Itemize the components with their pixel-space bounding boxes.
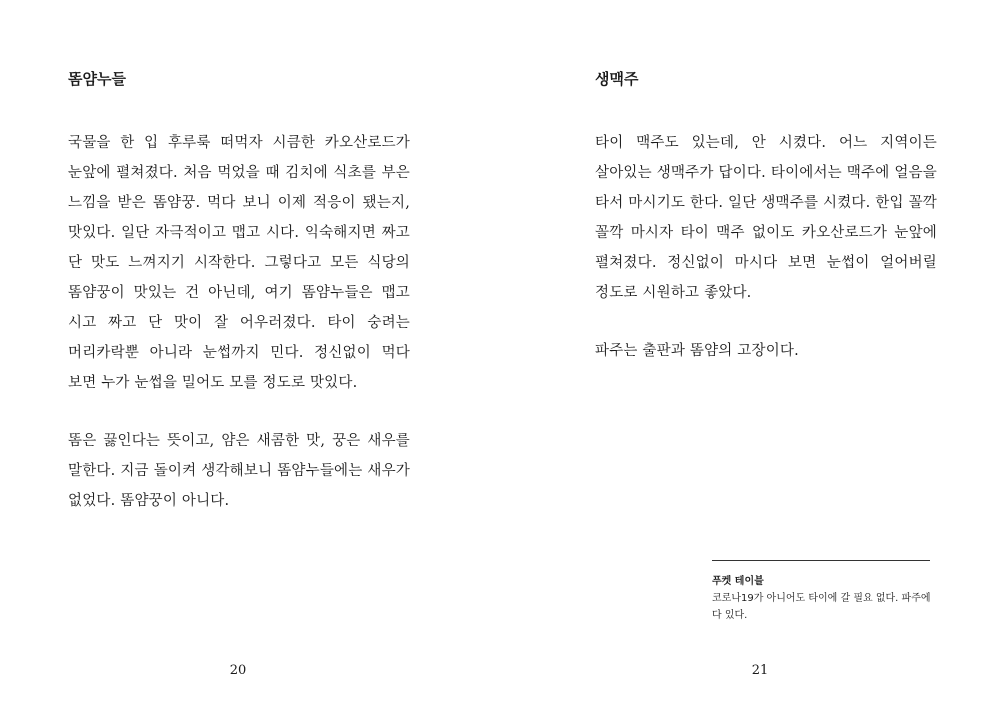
- left-paragraph-2: 똠은 끓인다는 뜻이고, 얌은 새콤한 맛, 꿍은 새우를 말한다. 지금 돌이켜 생각해보니 똠얌누들에는 새우가 없었다. 똠얌꿍이 아니다.: [68, 433, 410, 509]
- footnote-text: 코로나19가 아니어도 타이에 갈 필요 없다. 파주에 다 있다.: [712, 593, 931, 621]
- left-page-title: 똠얌누들: [68, 70, 126, 88]
- right-page: [500, 0, 1000, 714]
- right-page-number: 21: [751, 663, 769, 678]
- footnote: [712, 573, 934, 624]
- right-paragraph-2: 파주는 출판과 똠얌의 고장이다.: [595, 343, 799, 359]
- right-page-body: [595, 128, 937, 394]
- left-paragraph-1: 국물을 한 입 후루룩 떠먹자 시큼한 카오산로드가 눈앞에 펼쳐졌다. 처음 먹었을 때 김치에 식초를 부은 느낌을 받은 똠얌꿍. 먹다 보니 이제 적응이 됐는지, 맛있다. 일단 자극적이고 맵고 시다. 익숙해지면 짜고 단 맛도 느껴지기 시작한다. 그렇다고 모든 식당의 똠얌꿍이 맛있는 건 아닌데, 여기 똠얌누들은 맵고 시고 짜고 단 맛이 잘 어우러졌다. 타이 숭려는 머리카락뿐 아니라 눈썹까지 민다. 정신없이 먹다 보면 누가 눈썹을 밀어도 모를 정도로 맛있다.: [68, 135, 410, 391]
- footnote-title: 푸켓 테이블: [712, 576, 764, 587]
- left-page-number: 20: [229, 663, 247, 678]
- right-paragraph-1: 타이 맥주도 있는데, 안 시켰다. 어느 지역이든 살아있는 생맥주가 답이다. 타이에서는 맥주에 얼음을 타서 마시기도 한다. 일단 생맥주를 시켰다. 한입 꼴깍 꼴깍 마시자 타이 맥주 없이도 카오산로드가 눈앞에 펼쳐졌다. 정신없이 마시다 보면 눈썹이 얼어버릴 정도로 시원하고 좋았다.: [595, 135, 937, 301]
- footnote-divider: [712, 560, 930, 561]
- right-page-title: 생맥주: [595, 70, 639, 88]
- left-page-body: [68, 128, 410, 544]
